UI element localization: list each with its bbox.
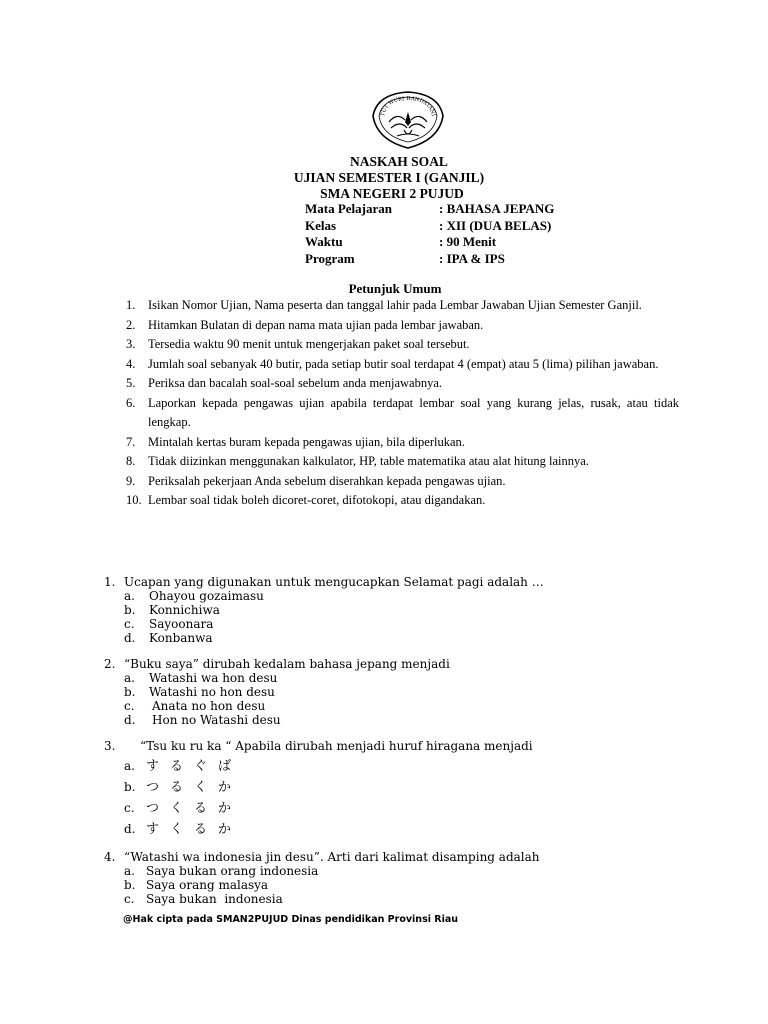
kana-char: ぐ bbox=[194, 759, 208, 774]
instruction-text: Mintalah kertas buram kepada pengawas ujian, bila diperlukan. bbox=[148, 434, 465, 449]
instruction-text: Tidak diizinkan menggunakan kalkulator, HP, table matematika atau alat hitung lainnya. bbox=[148, 454, 589, 468]
question-number: 4. bbox=[104, 850, 116, 864]
option-text: Hon no Watashi desu bbox=[152, 713, 281, 727]
kana-char: か bbox=[218, 801, 232, 816]
question-number: 3. bbox=[104, 739, 116, 753]
instruction-item bbox=[126, 355, 679, 375]
option-label: b. bbox=[124, 780, 136, 794]
logo-motto: TUT WURI HANDAYANI bbox=[379, 95, 437, 117]
instruction-text: Isikan Nomor Ujian, Nama peserta dan tanggal lahir pada Lembar Jawaban Ujian Semester Ganjil. bbox=[148, 298, 642, 312]
answer-option bbox=[104, 713, 450, 727]
kana-char: つ bbox=[146, 780, 160, 795]
instruction-item bbox=[126, 374, 679, 394]
instruction-item bbox=[126, 433, 679, 453]
answer-option bbox=[104, 798, 533, 819]
instruction-number: 10. bbox=[126, 493, 142, 507]
instruction-item bbox=[126, 491, 679, 511]
meta-value: : IPA & IPS bbox=[439, 250, 505, 266]
instruction-text: Hitamkan Bulatan di depan nama mata ujian pada lembar jawaban. bbox=[148, 317, 484, 332]
option-text: Saya bukan indonesia bbox=[146, 892, 283, 906]
answer-option bbox=[104, 603, 544, 617]
exam-meta bbox=[305, 201, 554, 267]
question-2 bbox=[104, 657, 450, 727]
title-school: SMA NEGERI 2 PUJUD bbox=[320, 186, 464, 201]
option-text: Sayoonara bbox=[149, 617, 214, 631]
answer-option bbox=[104, 819, 533, 840]
option-label: b. bbox=[124, 603, 136, 617]
instruction-item bbox=[126, 335, 679, 355]
answer-option bbox=[104, 617, 544, 631]
instruction-number: 8. bbox=[126, 454, 136, 468]
instruction-text: Laporkan kepada pengawas ujian apabila terdapat lembar soal yang kurang jelas, rusak, atau tidak lengkap. bbox=[148, 395, 679, 429]
answer-option bbox=[104, 685, 450, 699]
instruction-number: 6. bbox=[126, 395, 136, 410]
instruction-number: 1. bbox=[126, 298, 136, 312]
question-text: “Watashi wa indonesia jin desu”. Arti dari kalimat disamping adalah bbox=[124, 850, 540, 864]
instruction-number: 5. bbox=[126, 376, 136, 390]
option-text: Konbanwa bbox=[149, 631, 213, 645]
instruction-item bbox=[126, 296, 679, 316]
option-text: Anata no hon desu bbox=[152, 699, 266, 713]
meta-key: Waktu bbox=[305, 234, 343, 249]
question-4 bbox=[104, 850, 540, 906]
instruction-item bbox=[126, 472, 679, 492]
kana-char: す bbox=[146, 822, 160, 837]
meta-row bbox=[305, 234, 554, 251]
instructions-list bbox=[126, 296, 679, 511]
option-label: b. bbox=[124, 878, 136, 892]
option-label: d. bbox=[124, 631, 136, 645]
instruction-item bbox=[126, 452, 679, 472]
meta-key: Program bbox=[305, 250, 355, 266]
kana-char: つ bbox=[146, 801, 160, 816]
instruction-text: Jumlah soal sebanyak 40 butir, pada setiap butir soal terdapat 4 (empat) atau 5 (lima) pilihan jawaban. bbox=[148, 356, 659, 371]
kana-char: か bbox=[218, 780, 232, 795]
answer-option bbox=[104, 589, 544, 603]
option-label: a. bbox=[124, 864, 135, 878]
option-text: Watashi wa hon desu bbox=[149, 671, 278, 685]
option-label: d. bbox=[124, 822, 136, 836]
instruction-item bbox=[126, 394, 679, 433]
option-text: Saya bukan orang indonesia bbox=[146, 864, 319, 878]
option-label: a. bbox=[124, 759, 135, 773]
question-number: 2. bbox=[104, 657, 116, 671]
option-label: c. bbox=[124, 801, 135, 815]
kana-char: す bbox=[146, 759, 160, 774]
answer-option bbox=[104, 777, 533, 798]
kana-char: る bbox=[194, 822, 208, 837]
question-text: Ucapan yang digunakan untuk mengucapkan Selamat pagi adalah … bbox=[124, 575, 544, 589]
meta-value: : BAHASA JEPANG bbox=[439, 201, 555, 216]
answer-option bbox=[104, 756, 533, 777]
kana-char: く bbox=[170, 822, 184, 837]
question-text: “Buku saya” dirubah kedalam bahasa jepang menjadi bbox=[124, 657, 450, 671]
meta-key: Kelas bbox=[305, 217, 337, 233]
copyright-footer: @Hak cipta pada SMAN2PUJUD Dinas pendidikan Provinsi Riau bbox=[123, 914, 459, 925]
instruction-text: Tersedia waktu 90 menit untuk mengerjakan paket soal tersebut. bbox=[148, 337, 470, 351]
kana-char: る bbox=[170, 780, 184, 795]
option-label: c. bbox=[124, 617, 135, 631]
option-label: c. bbox=[124, 699, 135, 713]
kana-char: く bbox=[194, 780, 208, 795]
question-number: 1. bbox=[104, 575, 116, 589]
option-text: Ohayou gozaimasu bbox=[149, 589, 264, 603]
tut-wuri-handayani-logo-icon bbox=[367, 86, 449, 154]
instruction-text: Periksa dan bacalah soal-soal sebelum anda menjawabnya. bbox=[148, 376, 442, 390]
instruction-number: 2. bbox=[126, 317, 136, 332]
kana-char: る bbox=[170, 759, 184, 774]
answer-option bbox=[104, 892, 540, 906]
answer-option bbox=[104, 864, 540, 878]
kana-char: ば bbox=[218, 759, 232, 774]
option-label: d. bbox=[124, 713, 136, 727]
option-label: a. bbox=[124, 589, 135, 603]
answer-option bbox=[104, 671, 450, 685]
instruction-number: 9. bbox=[126, 473, 136, 488]
meta-row bbox=[305, 251, 554, 268]
meta-row bbox=[305, 218, 554, 235]
option-label: a. bbox=[124, 671, 135, 685]
question-3 bbox=[104, 739, 533, 840]
option-text: Watashi no hon desu bbox=[149, 685, 275, 699]
meta-value: : 90 Menit bbox=[439, 234, 497, 249]
meta-value: : XII (DUA BELAS) bbox=[439, 217, 552, 233]
instruction-text: Periksalah pekerjaan Anda sebelum diserahkan kepada pengawas ujian. bbox=[148, 473, 506, 488]
instruction-number: 7. bbox=[126, 434, 136, 449]
question-1 bbox=[104, 575, 544, 645]
instructions-title: Petunjuk Umum bbox=[348, 281, 442, 296]
title-ujian-semester: UJIAN SEMESTER I (GANJIL) bbox=[293, 170, 485, 185]
instruction-number: 4. bbox=[126, 356, 136, 371]
meta-key: Mata Pelajaran bbox=[305, 201, 393, 216]
option-label: b. bbox=[124, 685, 136, 699]
instruction-text: Lembar soal tidak boleh dicoret-coret, difotokopi, atau digandakan. bbox=[148, 493, 486, 507]
kana-char: か bbox=[218, 822, 232, 837]
answer-option bbox=[104, 878, 540, 892]
meta-row bbox=[305, 201, 554, 218]
kana-char: く bbox=[170, 801, 184, 816]
option-label: c. bbox=[124, 892, 135, 906]
answer-option bbox=[104, 631, 544, 645]
instruction-item bbox=[126, 316, 679, 336]
kana-char: る bbox=[194, 801, 208, 816]
question-text: “Tsu ku ru ka “ Apabila dirubah menjadi huruf hiragana menjadi bbox=[140, 739, 533, 753]
instruction-number: 3. bbox=[126, 337, 136, 351]
title-naskah-soal: NASKAH SOAL bbox=[350, 154, 448, 169]
answer-option bbox=[104, 699, 450, 713]
option-text: Saya orang malasya bbox=[146, 878, 269, 892]
option-text: Konnichiwa bbox=[149, 603, 220, 617]
